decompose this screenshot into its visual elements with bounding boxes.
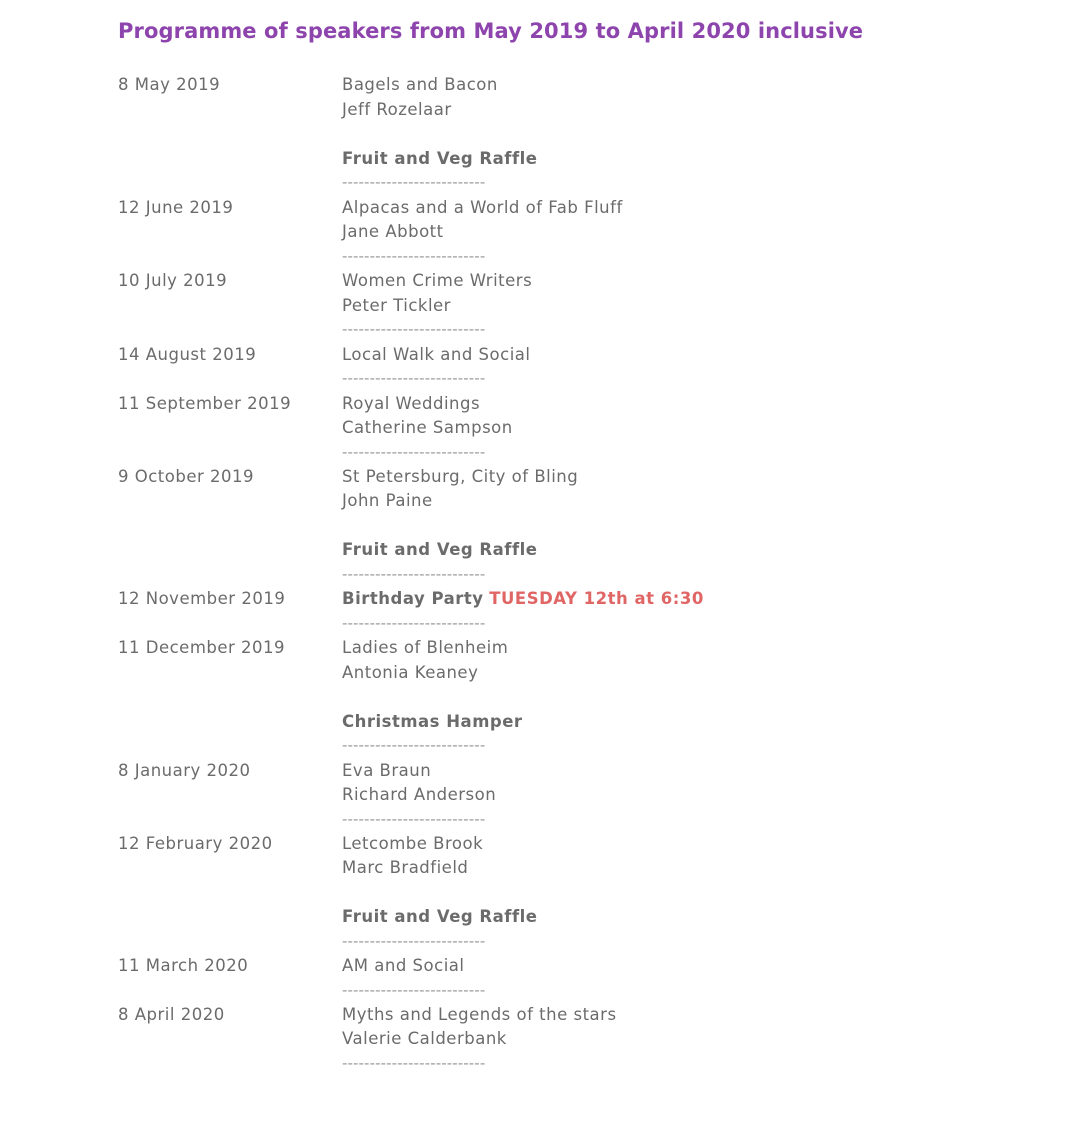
event-speaker: Catherine Sampson bbox=[342, 418, 513, 437]
event-speaker: Valerie Calderbank bbox=[342, 1029, 507, 1048]
event-date: 11 March 2020 bbox=[118, 956, 249, 975]
event-date: 11 December 2019 bbox=[118, 638, 286, 657]
divider: -------------------------- bbox=[342, 247, 486, 265]
divider: -------------------------- bbox=[342, 443, 486, 461]
event-extra: Fruit and Veg Raffle bbox=[342, 149, 538, 168]
event-topic: Eva Braun bbox=[342, 761, 432, 780]
event-note: TUESDAY 12th at 6:30 bbox=[489, 589, 704, 608]
divider: -------------------------- bbox=[342, 981, 486, 999]
event-topic: Birthday Party bbox=[342, 589, 484, 608]
event-topic-line bbox=[342, 589, 704, 609]
event-speaker: Peter Tickler bbox=[342, 296, 451, 315]
divider: -------------------------- bbox=[342, 810, 486, 828]
event-topic: Local Walk and Social bbox=[342, 345, 531, 364]
event-date: 14 August 2019 bbox=[118, 345, 257, 364]
event-speaker: Jane Abbott bbox=[342, 222, 444, 241]
event-date: 11 September 2019 bbox=[118, 394, 292, 413]
event-date: 9 October 2019 bbox=[118, 467, 255, 486]
event-date: 12 November 2019 bbox=[118, 589, 286, 608]
event-topic: Ladies of Blenheim bbox=[342, 638, 509, 657]
event-extra: Christmas Hamper bbox=[342, 712, 523, 731]
divider: -------------------------- bbox=[342, 173, 486, 191]
event-topic: Royal Weddings bbox=[342, 394, 481, 413]
divider: -------------------------- bbox=[342, 369, 486, 387]
divider: -------------------------- bbox=[342, 1054, 486, 1072]
event-topic: Bagels and Bacon bbox=[342, 75, 498, 94]
event-extra: Fruit and Veg Raffle bbox=[342, 907, 538, 926]
event-topic: AM and Social bbox=[342, 956, 465, 975]
event-topic: Women Crime Writers bbox=[342, 271, 533, 290]
event-topic: Myths and Legends of the stars bbox=[342, 1005, 617, 1024]
event-speaker: Antonia Keaney bbox=[342, 663, 479, 682]
event-date: 8 April 2020 bbox=[118, 1005, 225, 1024]
page-title: Programme of speakers from May 2019 to April 2020 inclusive bbox=[118, 19, 864, 43]
divider: -------------------------- bbox=[342, 614, 486, 632]
event-speaker: Jeff Rozelaar bbox=[342, 100, 452, 119]
event-topic: Letcombe Brook bbox=[342, 834, 484, 853]
divider: -------------------------- bbox=[342, 932, 486, 950]
divider: -------------------------- bbox=[342, 565, 486, 583]
event-date: 12 June 2019 bbox=[118, 198, 234, 217]
event-speaker: Marc Bradfield bbox=[342, 858, 469, 877]
event-date: 8 January 2020 bbox=[118, 761, 251, 780]
event-date: 8 May 2019 bbox=[118, 75, 221, 94]
event-extra: Fruit and Veg Raffle bbox=[342, 540, 538, 559]
event-topic: Alpacas and a World of Fab Fluff bbox=[342, 198, 623, 217]
event-speaker: Richard Anderson bbox=[342, 785, 497, 804]
divider: -------------------------- bbox=[342, 736, 486, 754]
divider: -------------------------- bbox=[342, 320, 486, 338]
event-speaker: John Paine bbox=[342, 491, 433, 510]
event-topic: St Petersburg, City of Bling bbox=[342, 467, 579, 486]
event-date: 10 July 2019 bbox=[118, 271, 228, 290]
event-date: 12 February 2020 bbox=[118, 834, 273, 853]
